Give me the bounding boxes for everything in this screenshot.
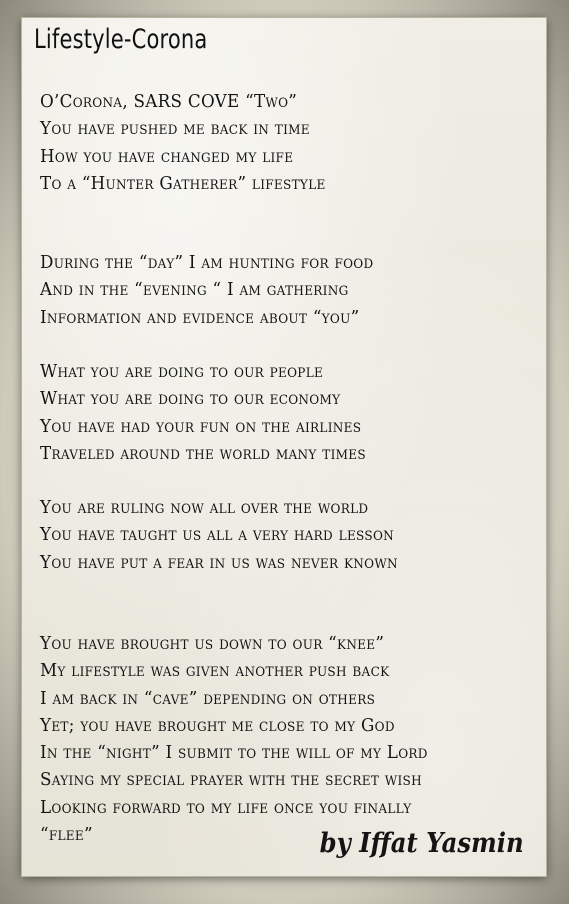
poem-line: What you are doing to our economy — [40, 388, 341, 410]
poem-line: To a “Hunter Gatherer” lifestyle — [40, 172, 326, 194]
poem-line: Yet; you have brought me close to my God — [40, 714, 395, 736]
poem-line: You are ruling now all over the world — [40, 497, 369, 518]
poem-line: You have brought us down to our “knee” — [40, 633, 385, 654]
poem-line: You have put a fear in us was never known — [40, 551, 398, 573]
stanza-1 — [40, 88, 347, 197]
poem-card — [22, 18, 546, 876]
poem-line: Saying my special prayer with the secret wish — [40, 769, 422, 791]
poem-line: What you are doing to our people — [40, 361, 324, 382]
poem-line: You have taught us all a very hard lesson — [40, 524, 395, 546]
stanza-2 — [40, 249, 399, 331]
author-signature: by Iffat Yasmin — [320, 828, 524, 859]
poem-line: You have pushed me back in time — [40, 118, 310, 140]
stanza-5 — [40, 630, 457, 848]
stanza-3 — [40, 358, 390, 467]
poem-line: And in the “evening “ I am gathering — [40, 279, 349, 301]
poem-line: Information and evidence about “you” — [40, 306, 360, 328]
poem-title: Lifestyle-Corona — [34, 24, 208, 55]
poem-line: How you have changed my life — [40, 145, 294, 167]
poem-line: Traveled around the world many times — [40, 442, 366, 464]
stanza-4 — [40, 494, 425, 576]
poem-line: I am back in “cave” depending on others — [40, 687, 376, 709]
poem-line: My lifestyle was given another push back — [40, 660, 390, 682]
poem-line: Looking forward to my life once you finally — [40, 796, 412, 818]
poem-line: In the “night” I submit to the will of my Lord — [40, 742, 428, 764]
poem-line: O’Corona, SARS COVE “Two” — [40, 91, 298, 112]
poem-line: “flee” — [40, 824, 93, 846]
poem-line: You have had your fun on the airlines — [40, 415, 362, 437]
poem-line: During the “day” I am hunting for food — [40, 252, 374, 273]
